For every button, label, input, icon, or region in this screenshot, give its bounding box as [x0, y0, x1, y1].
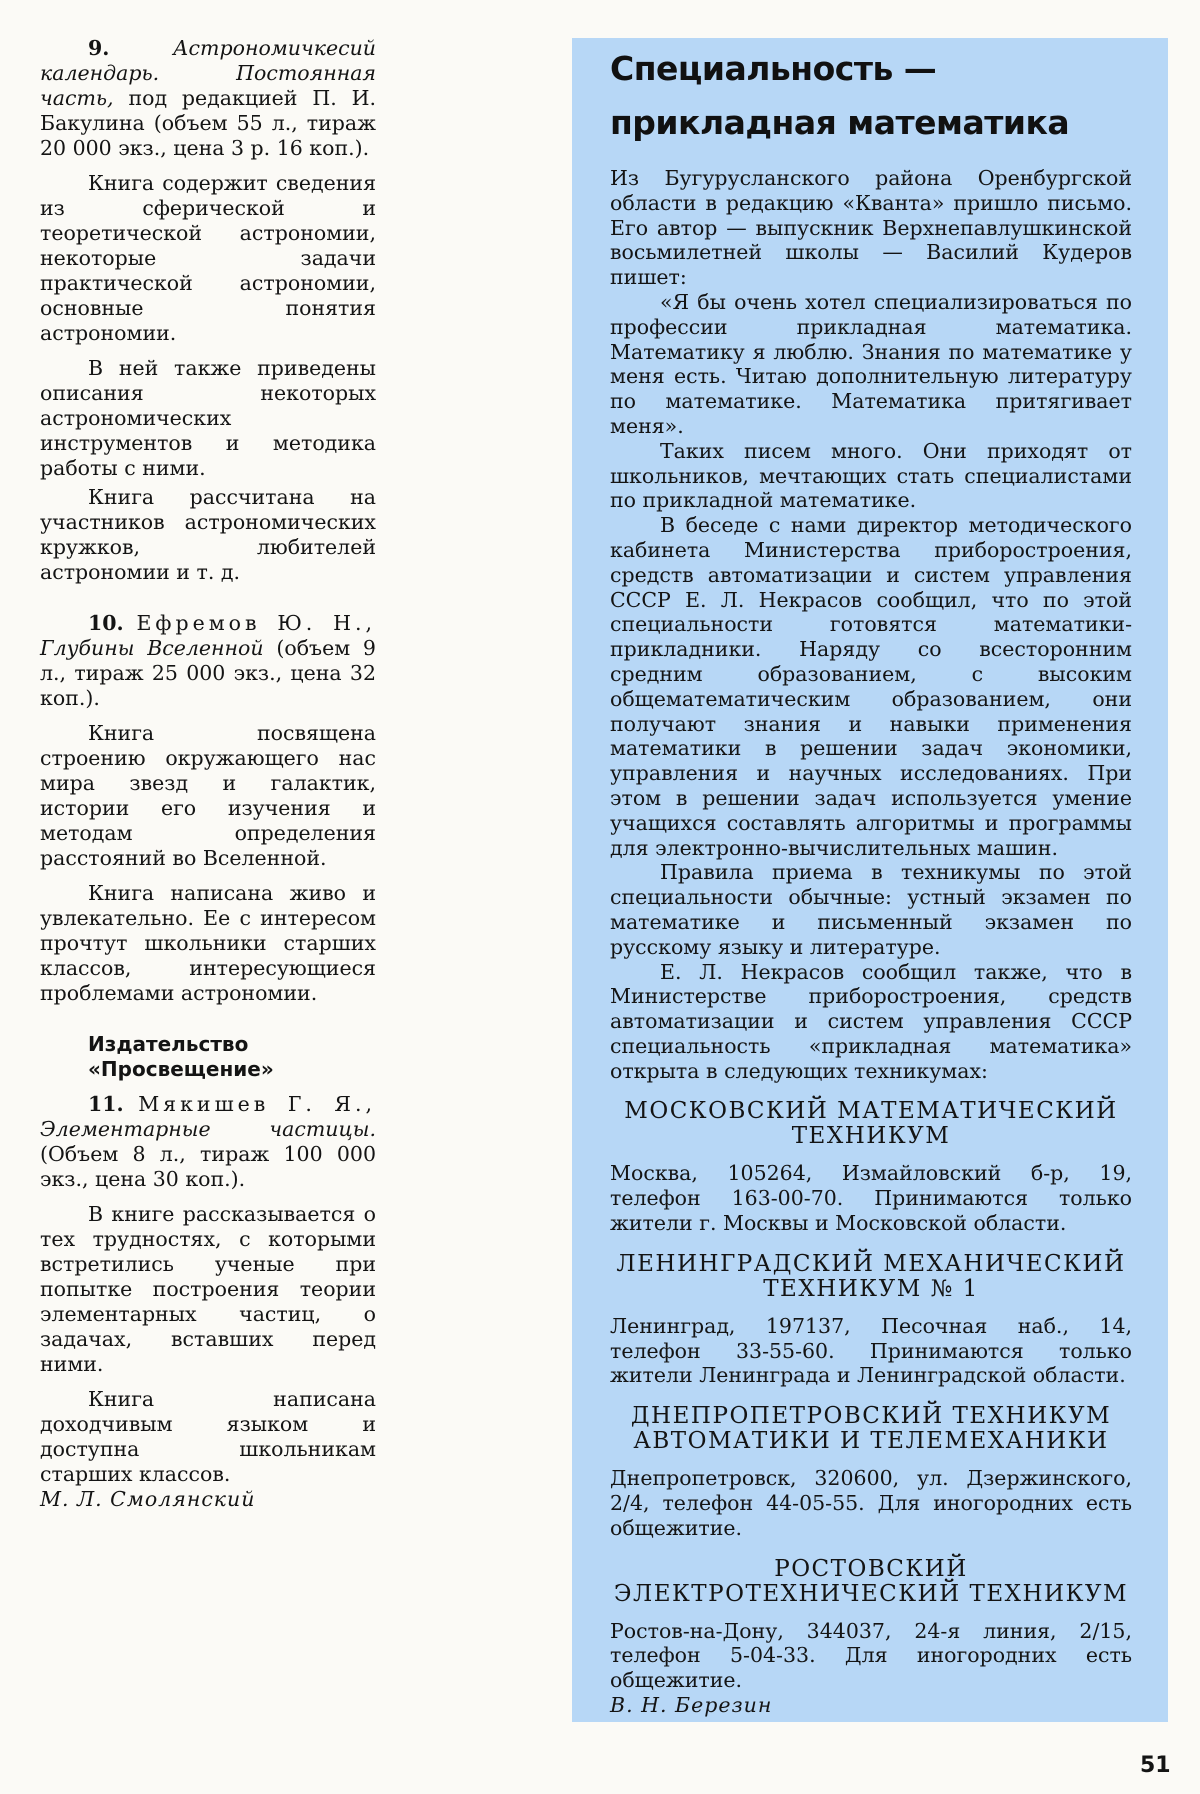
book-9-title: Астрономичкесий календарь. Постоянная часть,: [40, 36, 376, 110]
school-address: Москва, 105264, Измайловский б-р, 19, телефон 163-00-70. Принимаются только жители г. Москвы и Московской области.: [610, 1161, 1132, 1236]
book-10-heading: [40, 611, 376, 711]
book-11-heading: [40, 1092, 376, 1192]
book-10-number: 10.: [88, 611, 124, 635]
book-9-number: 9.: [88, 36, 110, 60]
book-10-description-1: Книга посвящена строению окружающего нас мира звезд и галактик, истории его изучения и методам определения расстояний во Вселенной.: [40, 721, 376, 870]
article-title: [610, 42, 1130, 150]
book-9-heading: [40, 36, 376, 161]
left-signature: М. Л. Смолянский: [40, 1487, 256, 1511]
school-address: Днепропетровск, 320600, ул. Дзержинского, 2/4, телефон 44-05-55. Для иногородних есть общежитие.: [610, 1466, 1132, 1540]
book-10-author: Ефремов Ю. Н.,: [136, 611, 376, 635]
book-9-description-3: Книга рассчитана на участников астрономических кружков, любителей астрономии и т. д.: [40, 485, 376, 584]
publisher-heading: [88, 1032, 376, 1082]
article-body: [610, 166, 1132, 1718]
publisher-line-1: Издательство: [88, 1032, 249, 1056]
publisher-line-2: «Просвещение»: [88, 1057, 274, 1081]
school-name: МОСКОВСКИЙ МАТЕМАТИЧЕСКИЙ ТЕХНИКУМ: [624, 1098, 1118, 1150]
article-paragraph: В беседе с нами директор методического кабинета Министерства приборостроения, средств автоматизации и систем управления СССР Е. Л. Некрасов сообщил, что по этой специальности готовятся математики-прикладники. Наряду со всесторонним средним образованием, с высоким общематематическим образованием, они получают знания и навыки применения математики в решении задач экономики, управления и научных исследованиях. При этом в решении задач используется умение учащихся составлять алгоритмы и программы для электронно-вычислительных машин.: [610, 513, 1132, 860]
page-number: 51: [1140, 1753, 1171, 1778]
school-name: РОСТОВСКИЙ ЭЛЕКТРОТЕХНИЧЕСКИЙ ТЕХНИКУМ: [613, 1555, 1129, 1607]
article-paragraph: Е. Л. Некрасов сообщил также, что в Министерстве приборостроения, средств автоматизации и систем управления СССР специальность «прикладная математика» открыта в следующих техникумах:: [610, 959, 1132, 1083]
school-address: Ленинград, 197137, Песочная наб., 14, телефон 33-55-60. Принимаются только жители Ленинграда и Ленинградской области.: [610, 1313, 1132, 1388]
book-11-author: Мякишев Г. Я.,: [138, 1092, 376, 1116]
book-11-title: Элементарные частицы.: [40, 1117, 376, 1141]
book-11-description-2: Книга написана доходчивым языком и доступна школьникам старших классов.: [40, 1387, 376, 1486]
book-9-description-1: Книга содержит сведения из сферической и теоретической астрономии, некоторые задачи практической астрономии, основные понятия астрономии.: [40, 171, 376, 345]
book-9-description-2: В ней также приведены описания некоторых астрономических инструментов и методика работы с ними.: [40, 356, 376, 480]
specialty-article-box: [572, 38, 1168, 1722]
article-title-line-2: прикладная математика: [610, 103, 1070, 142]
book-10-info: (объем 9 л., тираж 25 000 экз., цена 32 коп.).: [40, 636, 376, 710]
article-paragraph: Правила приема в техникумы по этой специальности обычные: устный экзамен по математике и письменный экзамен по русскому языку и литературе.: [610, 860, 1132, 959]
article-signature: В. Н. Березин: [610, 1693, 773, 1718]
book-11-info: (Объем 8 л., тираж 100 000 экз., цена 30 коп.).: [40, 1142, 376, 1191]
school-name: ДНЕПРОПЕТРОВСКИЙ ТЕХНИКУМ АВТОМАТИКИ И ТЕЛЕМЕХАНИКИ: [630, 1403, 1112, 1455]
left-column: [40, 36, 376, 1512]
article-title-line-1: Специальность —: [610, 49, 937, 88]
book-10-title: Глубины Вселенной: [40, 636, 264, 660]
school-address: Ростов-на-Дону, 344037, 24-я линия, 2/15, телефон 5-04-33. Для иногородних есть общежитие.: [610, 1618, 1132, 1693]
article-paragraph: Таких писем много. Они приходят от школьников, мечтающих стать специалистами по прикладной математике.: [610, 438, 1132, 513]
article-paragraph: «Я бы очень хотел специализироваться по профессии прикладная математика. Математику я люблю. Знания по математике у меня есть. Читаю дополнительную литературу по математике. Математика притягивает меня».: [610, 289, 1132, 438]
article-paragraph: Из Бугурусланского района Оренбургской области в редакцию «Кванта» пришло письмо. Его автор — выпускник Верхнепавлушкинской восьмилетней школы — Василий Кудеров пишет:: [610, 166, 1132, 290]
book-11-description-1: В книге рассказывается о тех трудностях, с которыми встретились ученые при попытке построения теории элементарных частиц, о задачах, вставших перед ними.: [40, 1202, 376, 1376]
book-9-info: под редакцией П. И. Бакулина (объем 55 л., тираж 20 000 экз., цена 3 р. 16 коп.).: [40, 86, 376, 160]
school-name: ЛЕНИНГРАДСКИЙ МЕХАНИЧЕСКИЙ ТЕХНИКУМ № 1: [616, 1250, 1126, 1302]
book-11-number: 11.: [88, 1092, 124, 1116]
book-10-description-2: Книга написана живо и увлекательно. Ее с интересом прочтут школьники старших классов, интересующиеся проблемами астрономии.: [40, 881, 376, 1005]
